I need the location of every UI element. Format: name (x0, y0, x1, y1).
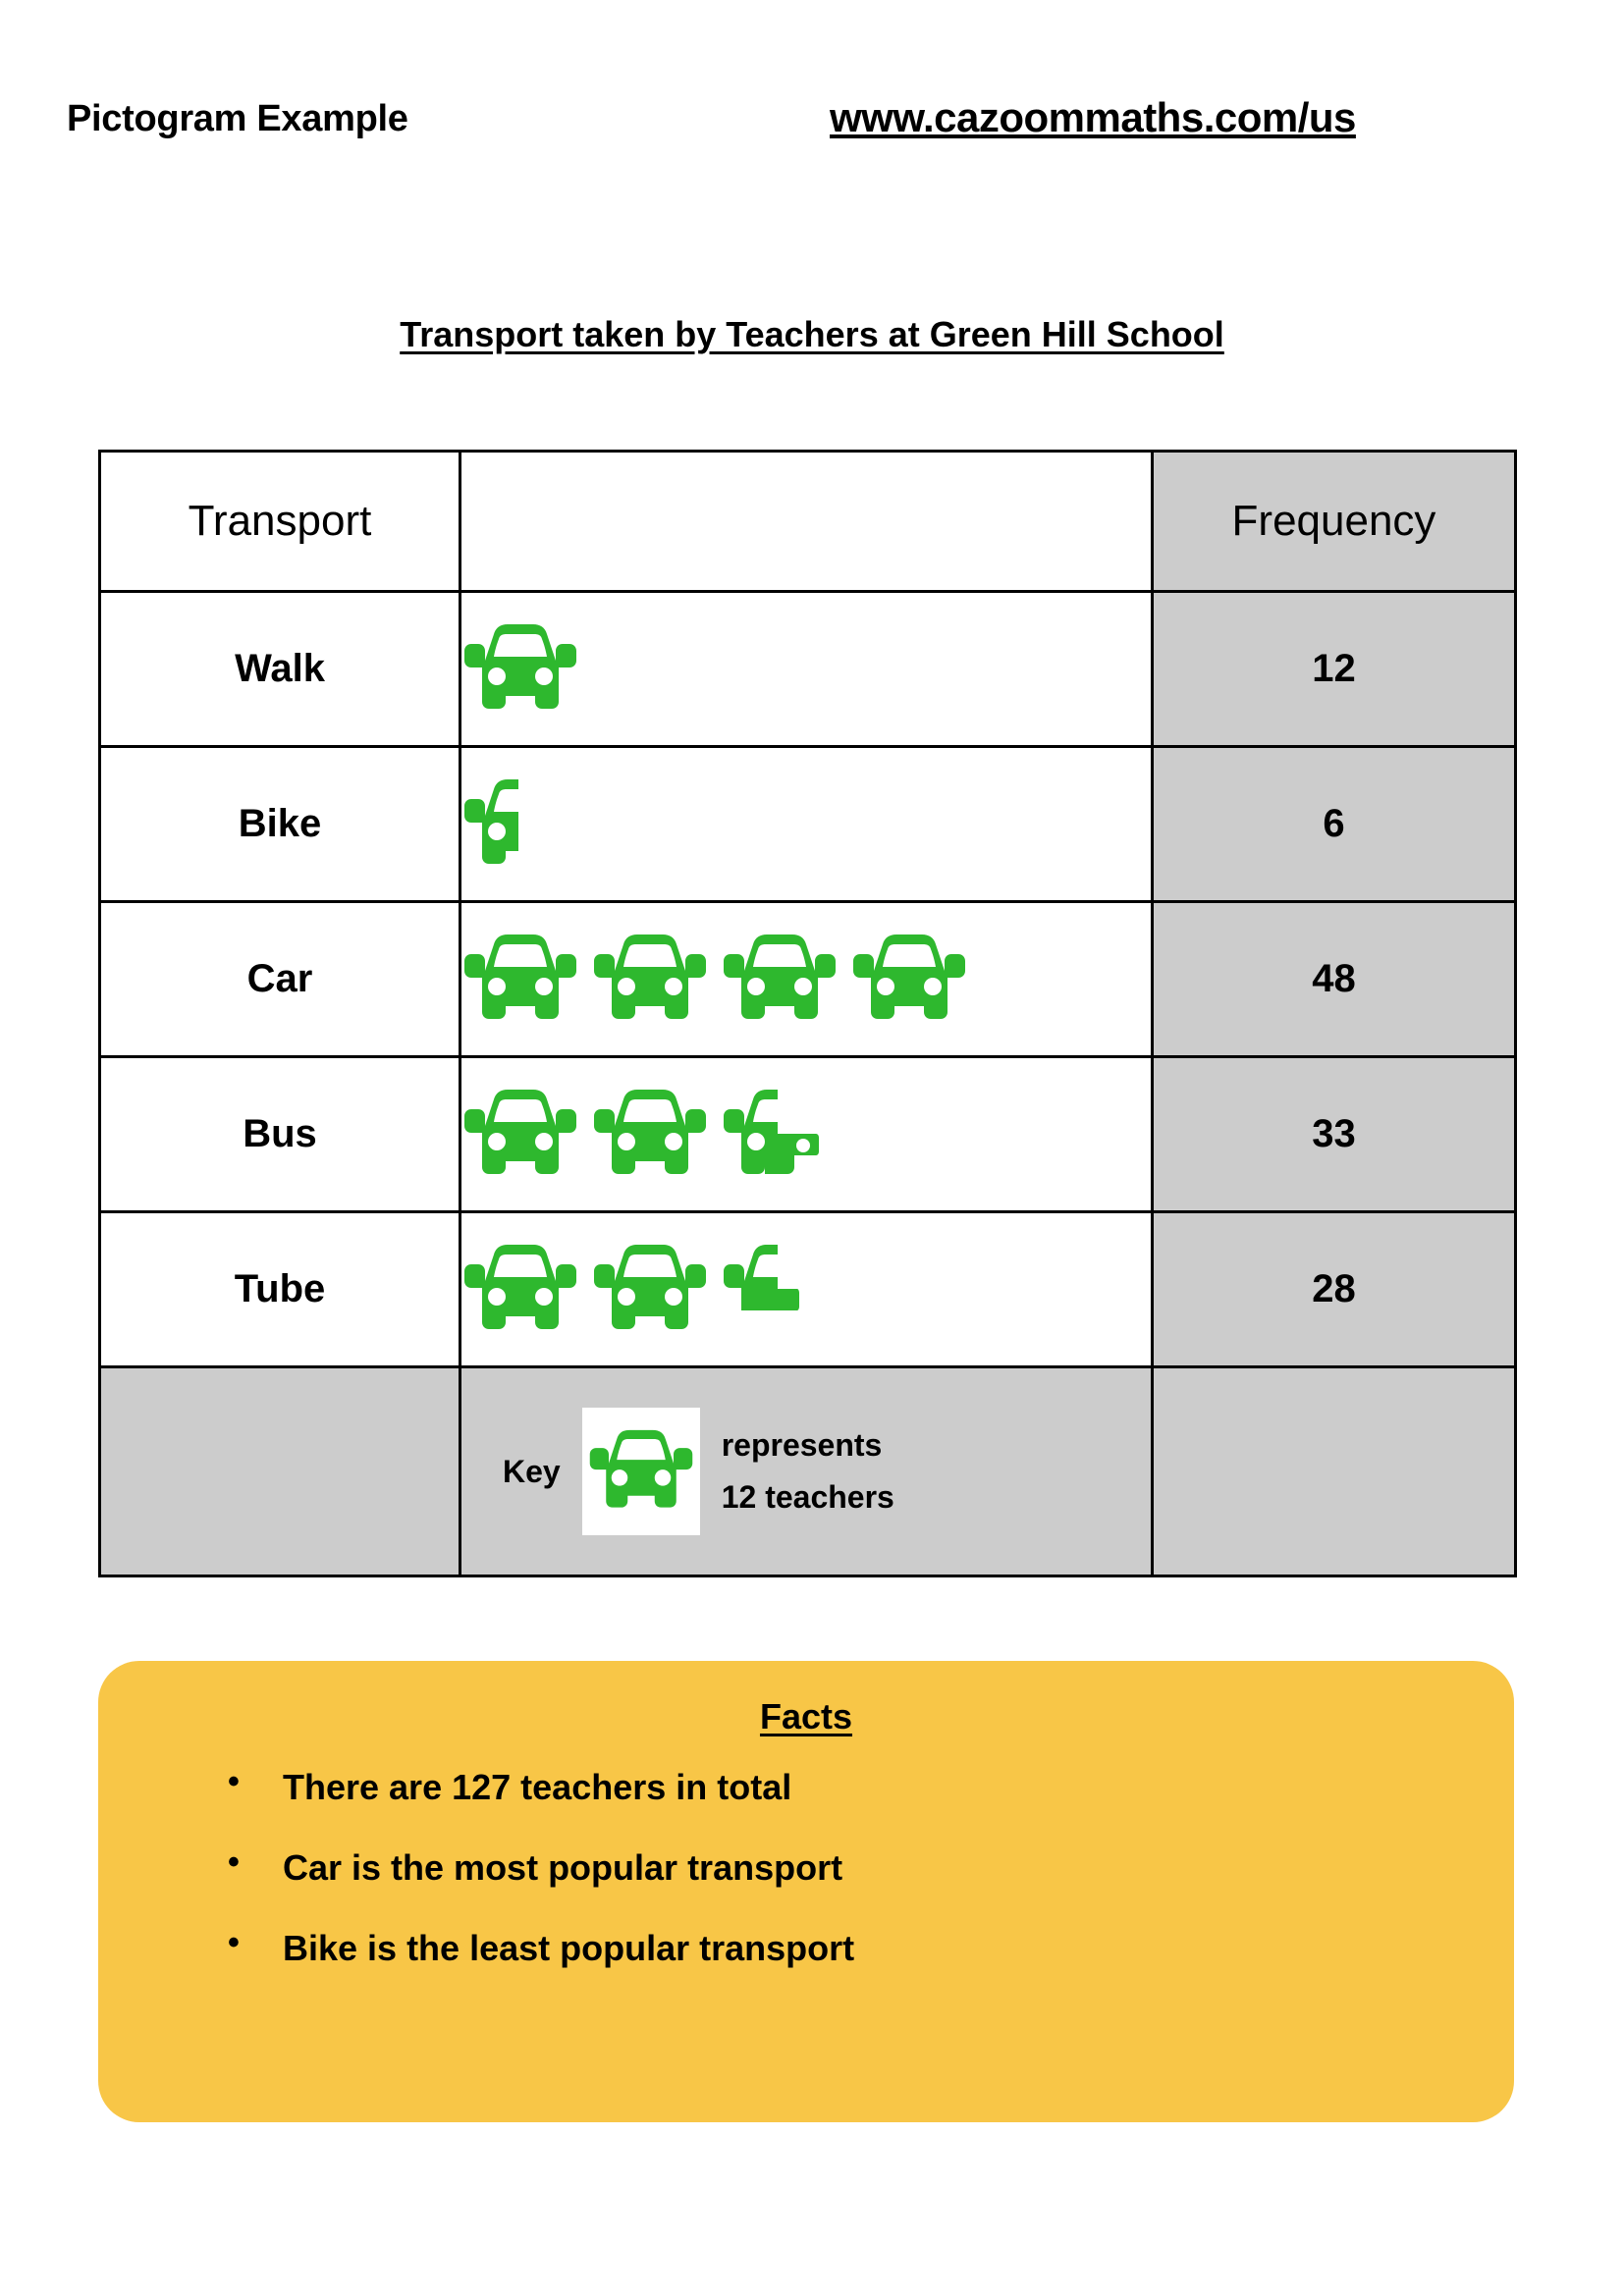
car-icon (591, 1083, 709, 1187)
row-frequency-bike: 6 (1153, 747, 1516, 902)
pictogram-table-wrap (98, 450, 1514, 1577)
car-icon-three-quarter (721, 1083, 819, 1187)
row-icons-bike (460, 747, 1153, 902)
key-value-text: 12 teachers (721, 1479, 894, 1515)
key-empty-right (1153, 1367, 1516, 1576)
page-header (0, 47, 1624, 140)
facts-list (98, 1767, 1514, 1969)
key-label: Key (503, 1453, 561, 1489)
header-icons (460, 452, 1153, 592)
key-row (100, 1367, 1516, 1576)
chart-title-text: Transport taken by Teachers at Green Hill School (400, 314, 1224, 354)
facts-title (98, 1661, 1514, 1737)
list-item: • There are 127 teachers in total (206, 1767, 1514, 1808)
row-label-bike: Bike (100, 747, 460, 902)
row-frequency-walk: 12 (1153, 592, 1516, 747)
table-row (100, 592, 1516, 747)
row-icons-car (460, 902, 1153, 1057)
row-label-car: Car (100, 902, 460, 1057)
key-empty-left (100, 1367, 460, 1576)
key-cell (460, 1367, 1153, 1576)
row-frequency-tube: 28 (1153, 1212, 1516, 1367)
car-icon-quarter (721, 1238, 799, 1342)
site-url: www.cazoommaths.com/us (830, 94, 1356, 140)
car-icon (591, 928, 709, 1032)
facts-box (98, 1661, 1514, 2122)
header-transport: Transport (100, 452, 460, 592)
table-row (100, 747, 1516, 902)
list-item: • Car is the most popular transport (206, 1847, 1514, 1889)
car-icon-half (461, 773, 520, 877)
chart-title (0, 314, 1624, 355)
facts-title-text: Facts (759, 1696, 853, 1736)
key-icon-box (582, 1408, 700, 1535)
car-icon (461, 1083, 579, 1187)
key-represents-text: represents (721, 1427, 883, 1464)
car-icon (461, 617, 579, 721)
row-icons-walk (460, 592, 1153, 747)
page-title: Pictogram Example (67, 98, 408, 139)
list-item: • Bike is the least popular transport (206, 1928, 1514, 1969)
row-label-walk: Walk (100, 592, 460, 747)
key-text (722, 1419, 894, 1523)
table-row (100, 902, 1516, 1057)
row-frequency-bus: 33 (1153, 1057, 1516, 1212)
row-label-tube: Tube (100, 1212, 460, 1367)
car-icon (591, 1238, 709, 1342)
row-label-bus: Bus (100, 1057, 460, 1212)
row-frequency-car: 48 (1153, 902, 1516, 1057)
car-icon (850, 928, 968, 1032)
table-header-row (100, 452, 1516, 592)
car-icon (587, 1422, 695, 1521)
row-icons-bus (460, 1057, 1153, 1212)
row-icons-tube (460, 1212, 1153, 1367)
pictogram-table (98, 450, 1517, 1577)
car-icon (461, 1238, 579, 1342)
car-icon (721, 928, 839, 1032)
car-icon (461, 928, 579, 1032)
header-frequency: Frequency (1153, 452, 1516, 592)
table-row (100, 1057, 1516, 1212)
table-row (100, 1212, 1516, 1367)
